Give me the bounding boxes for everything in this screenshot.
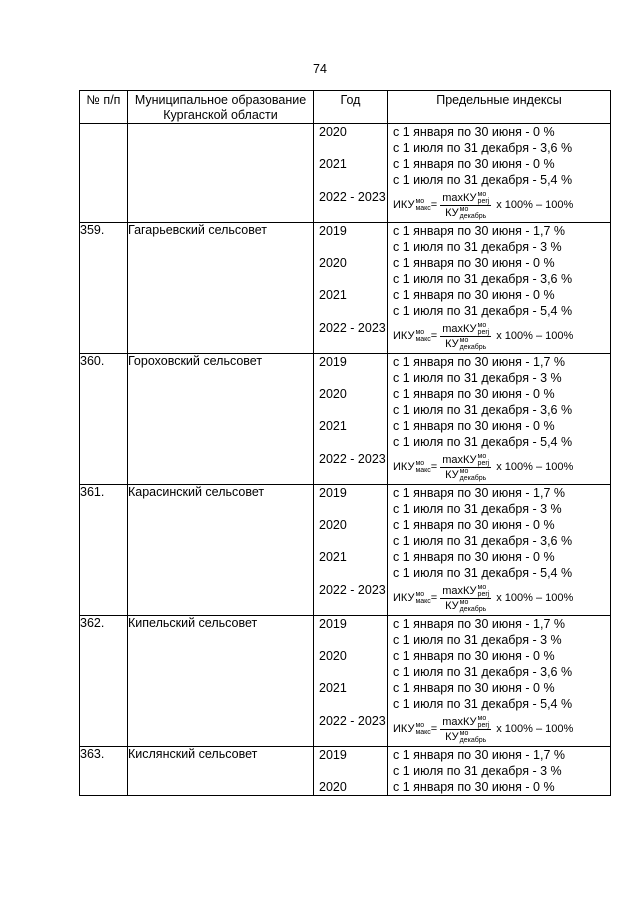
cell-year bbox=[314, 747, 388, 796]
index-line: с 1 января по 30 июня - 1,7 % bbox=[393, 748, 565, 762]
cell-num: 363. bbox=[80, 747, 128, 796]
formula-lhs-scripts bbox=[415, 460, 430, 474]
index-line: с 1 июля по 31 декабря - 5,4 % bbox=[393, 697, 573, 711]
year-value: 2021 bbox=[319, 681, 347, 695]
formula-fraction bbox=[440, 715, 491, 744]
formula-lhs-sub: макс bbox=[415, 729, 431, 736]
formula-equals: = bbox=[430, 199, 438, 211]
index-line: с 1 января по 30 июня - 0 % bbox=[393, 125, 555, 139]
year-value: 2020 bbox=[319, 518, 347, 532]
cell-year bbox=[314, 354, 388, 485]
year-value: 2019 bbox=[319, 355, 347, 369]
year-spacer bbox=[314, 664, 387, 680]
index-line: с 1 января по 30 июня - 1,7 % bbox=[393, 617, 565, 631]
formula-tail: x 100% – 100% bbox=[496, 199, 574, 211]
formula-num-sup: мо bbox=[477, 583, 487, 591]
formula-denominator bbox=[443, 468, 488, 482]
index-line: с 1 января по 30 июня - 0 % bbox=[393, 681, 555, 695]
year-spacer bbox=[314, 763, 387, 779]
index-formula bbox=[388, 450, 610, 484]
year-spacer bbox=[314, 696, 387, 712]
formula-den-sub: декабрь bbox=[459, 212, 487, 220]
formula-fraction bbox=[440, 191, 491, 220]
index-line: с 1 января по 30 июня - 0 % bbox=[393, 256, 555, 270]
formula-den-sub: декабрь bbox=[459, 605, 487, 613]
index-line: с 1 января по 30 июня - 0 % bbox=[393, 419, 555, 433]
year-value: 2020 bbox=[319, 387, 347, 401]
formula-num-sup: мо bbox=[477, 452, 487, 460]
formula-num-scripts bbox=[478, 322, 490, 336]
formula-tail: x 100% – 100% bbox=[496, 461, 574, 473]
formula-num-scripts bbox=[478, 191, 490, 205]
cell-num: 361. bbox=[80, 485, 128, 616]
formula-den-sup: мо bbox=[459, 598, 469, 606]
formula-den-scripts bbox=[460, 337, 487, 351]
year-value: 2022 - 2023 bbox=[319, 714, 386, 728]
formula-den-sup: мо bbox=[459, 729, 469, 737]
table-row bbox=[80, 354, 611, 485]
year-value: 2021 bbox=[319, 550, 347, 564]
formula-fraction bbox=[440, 584, 491, 613]
formula-num-sup: мо bbox=[477, 190, 487, 198]
formula-denominator bbox=[443, 599, 488, 613]
formula-den-main: КУ bbox=[445, 206, 459, 219]
formula-lhs-sup: мо bbox=[415, 722, 425, 729]
header-municipality: Муниципальное образование Курганской области bbox=[128, 91, 314, 124]
formula-lhs-scripts bbox=[415, 722, 430, 736]
year-value: 2019 bbox=[319, 617, 347, 631]
formula-den-scripts bbox=[460, 206, 487, 220]
cell-year bbox=[314, 223, 388, 354]
formula-lhs-scripts bbox=[415, 591, 430, 605]
formula-den-main: КУ bbox=[445, 599, 459, 612]
formula-lhs-main: ИКУ bbox=[393, 329, 415, 342]
index-formula bbox=[388, 319, 610, 353]
formula-denominator bbox=[443, 730, 488, 744]
index-line: с 1 января по 30 июня - 1,7 % bbox=[393, 355, 565, 369]
formula-lhs-main: ИКУ bbox=[393, 591, 415, 604]
formula-numerator bbox=[440, 715, 491, 730]
cell-num: 362. bbox=[80, 616, 128, 747]
index-line: с 1 января по 30 июня - 1,7 % bbox=[393, 486, 565, 500]
index-line: с 1 июля по 31 декабря - 3,6 % bbox=[393, 403, 573, 417]
index-line: с 1 января по 30 июня - 0 % bbox=[393, 157, 555, 171]
index-line: с 1 июля по 31 декабря - 3,6 % bbox=[393, 665, 573, 679]
formula-den-scripts bbox=[460, 599, 487, 613]
formula-den-main: КУ bbox=[445, 337, 459, 350]
formula-lhs-scripts bbox=[415, 198, 430, 212]
formula-lhs-main: ИКУ bbox=[393, 460, 415, 473]
formula-numerator bbox=[440, 584, 491, 599]
index-line: с 1 июля по 31 декабря - 5,4 % bbox=[393, 173, 573, 187]
index-line: с 1 июля по 31 декабря - 3,6 % bbox=[393, 534, 573, 548]
index-line: с 1 января по 30 июня - 0 % bbox=[393, 550, 555, 564]
formula-num-scripts bbox=[478, 715, 490, 729]
formula-lhs-sub: макс bbox=[415, 205, 431, 212]
cell-index bbox=[388, 223, 611, 354]
formula-num-main: maxКУ bbox=[442, 715, 477, 728]
year-value: 2022 - 2023 bbox=[319, 321, 386, 335]
formula-num-sup: мо bbox=[477, 321, 487, 329]
formula-den-sub: декабрь bbox=[459, 736, 487, 744]
index-line: с 1 июля по 31 декабря - 5,4 % bbox=[393, 566, 573, 580]
cell-name: Гагарьевский сельсовет bbox=[128, 223, 314, 354]
cell-name: Карасинский сельсовет bbox=[128, 485, 314, 616]
formula-lhs-main: ИКУ bbox=[393, 722, 415, 735]
index-line: с 1 июля по 31 декабря - 3 % bbox=[393, 764, 562, 778]
year-value: 2021 bbox=[319, 157, 347, 171]
index-formula bbox=[388, 712, 610, 746]
formula-den-sup: мо bbox=[459, 467, 469, 475]
index-line: с 1 июля по 31 декабря - 3,6 % bbox=[393, 141, 573, 155]
formula-num-sub: perj bbox=[477, 590, 490, 598]
formula-num-sub: perj bbox=[477, 459, 490, 467]
formula-num-main: maxКУ bbox=[442, 453, 477, 466]
year-spacer bbox=[314, 632, 387, 648]
cell-index bbox=[388, 485, 611, 616]
formula-lhs-scripts bbox=[415, 329, 430, 343]
year-value: 2020 bbox=[319, 780, 347, 794]
formula-num-main: maxКУ bbox=[442, 584, 477, 597]
formula-den-scripts bbox=[460, 730, 487, 744]
index-line: с 1 июля по 31 декабря - 3,6 % bbox=[393, 272, 573, 286]
formula-equals: = bbox=[430, 592, 438, 604]
year-value: 2019 bbox=[319, 224, 347, 238]
index-line: с 1 июля по 31 декабря - 3 % bbox=[393, 371, 562, 385]
cell-year bbox=[314, 124, 388, 223]
table-row bbox=[80, 485, 611, 616]
cell-index bbox=[388, 747, 611, 796]
formula-equals: = bbox=[430, 461, 438, 473]
formula-fraction bbox=[440, 322, 491, 351]
formula-tail: x 100% – 100% bbox=[496, 330, 574, 342]
cell-name: Гороховский сельсовет bbox=[128, 354, 314, 485]
formula-equals: = bbox=[430, 723, 438, 735]
cell-year bbox=[314, 485, 388, 616]
formula-denominator bbox=[443, 206, 488, 220]
formula-lhs-sup: мо bbox=[415, 591, 425, 598]
formula-num-sub: perj bbox=[477, 197, 490, 205]
index-line: с 1 января по 30 июня - 1,7 % bbox=[393, 224, 565, 238]
index-formula bbox=[388, 188, 610, 222]
table-header-row bbox=[80, 91, 611, 124]
cell-index bbox=[388, 124, 611, 223]
formula-lhs bbox=[393, 722, 431, 736]
year-spacer bbox=[314, 239, 387, 255]
year-spacer bbox=[314, 533, 387, 549]
cell-name: Кипельский сельсовет bbox=[128, 616, 314, 747]
page-number: 74 bbox=[313, 62, 327, 76]
year-spacer bbox=[314, 303, 387, 319]
formula-num-scripts bbox=[478, 453, 490, 467]
year-value: 2020 bbox=[319, 649, 347, 663]
year-value: 2021 bbox=[319, 288, 347, 302]
formula-fraction bbox=[440, 453, 491, 482]
formula-den-sub: декабрь bbox=[459, 474, 487, 482]
formula-den-sup: мо bbox=[459, 336, 469, 344]
index-line: с 1 июля по 31 декабря - 3 % bbox=[393, 240, 562, 254]
header-num: № п/п bbox=[80, 91, 128, 124]
index-line: с 1 января по 30 июня - 0 % bbox=[393, 649, 555, 663]
header-index: Предельные индексы bbox=[388, 91, 611, 124]
index-line: с 1 июля по 31 декабря - 3 % bbox=[393, 502, 562, 516]
year-spacer bbox=[314, 370, 387, 386]
cell-index bbox=[388, 616, 611, 747]
cell-num: 360. bbox=[80, 354, 128, 485]
year-value: 2020 bbox=[319, 125, 347, 139]
formula-lhs-sup: мо bbox=[415, 460, 425, 467]
cell-name: Кислянский сельсовет bbox=[128, 747, 314, 796]
formula-num-sup: мо bbox=[477, 714, 487, 722]
formula-den-main: КУ bbox=[445, 468, 459, 481]
formula-num-sub: perj bbox=[477, 328, 490, 336]
header-year: Год bbox=[314, 91, 388, 124]
year-value: 2022 - 2023 bbox=[319, 452, 386, 466]
table-row bbox=[80, 616, 611, 747]
formula-lhs bbox=[393, 329, 431, 343]
formula-lhs-sup: мо bbox=[415, 198, 425, 205]
formula-den-sup: мо bbox=[459, 205, 469, 213]
cell-num bbox=[80, 124, 128, 223]
formula-num-main: maxКУ bbox=[442, 322, 477, 335]
formula-tail: x 100% – 100% bbox=[496, 592, 574, 604]
table-row bbox=[80, 747, 611, 796]
formula-numerator bbox=[440, 191, 491, 206]
year-value: 2021 bbox=[319, 419, 347, 433]
formula-lhs-sub: макс bbox=[415, 598, 431, 605]
cell-name bbox=[128, 124, 314, 223]
formula-numerator bbox=[440, 322, 491, 337]
year-spacer bbox=[314, 565, 387, 581]
formula-lhs bbox=[393, 591, 431, 605]
table-row-continued bbox=[80, 124, 611, 223]
formula-equals: = bbox=[430, 330, 438, 342]
formula-lhs-sub: макс bbox=[415, 336, 431, 343]
year-value: 2019 bbox=[319, 748, 347, 762]
index-formula bbox=[388, 581, 610, 615]
formula-lhs bbox=[393, 460, 431, 474]
year-spacer bbox=[314, 271, 387, 287]
index-line: с 1 января по 30 июня - 0 % bbox=[393, 780, 555, 794]
year-value: 2022 - 2023 bbox=[319, 583, 386, 597]
year-value: 2019 bbox=[319, 486, 347, 500]
formula-num-scripts bbox=[478, 584, 490, 598]
year-value: 2022 - 2023 bbox=[319, 190, 386, 204]
year-spacer bbox=[314, 501, 387, 517]
cell-num: 359. bbox=[80, 223, 128, 354]
formula-den-sub: декабрь bbox=[459, 343, 487, 351]
formula-numerator bbox=[440, 453, 491, 468]
index-line: с 1 января по 30 июня - 0 % bbox=[393, 518, 555, 532]
formula-lhs bbox=[393, 198, 431, 212]
index-line: с 1 июля по 31 декабря - 3 % bbox=[393, 633, 562, 647]
formula-lhs-sub: макс bbox=[415, 467, 431, 474]
index-line: с 1 января по 30 июня - 0 % bbox=[393, 387, 555, 401]
formula-lhs-sup: мо bbox=[415, 329, 425, 336]
index-line: с 1 июля по 31 декабря - 5,4 % bbox=[393, 435, 573, 449]
formula-num-main: maxКУ bbox=[442, 191, 477, 204]
cell-year bbox=[314, 616, 388, 747]
formula-tail: x 100% – 100% bbox=[496, 723, 574, 735]
year-spacer bbox=[314, 402, 387, 418]
formula-num-sub: perj bbox=[477, 721, 490, 729]
index-line: с 1 июля по 31 декабря - 5,4 % bbox=[393, 304, 573, 318]
year-spacer bbox=[314, 434, 387, 450]
formula-den-scripts bbox=[460, 468, 487, 482]
formula-denominator bbox=[443, 337, 488, 351]
tariff-index-table bbox=[79, 90, 611, 796]
year-value: 2020 bbox=[319, 256, 347, 270]
table-row bbox=[80, 223, 611, 354]
formula-den-main: КУ bbox=[445, 730, 459, 743]
cell-index bbox=[388, 354, 611, 485]
formula-lhs-main: ИКУ bbox=[393, 198, 415, 211]
index-line: с 1 января по 30 июня - 0 % bbox=[393, 288, 555, 302]
